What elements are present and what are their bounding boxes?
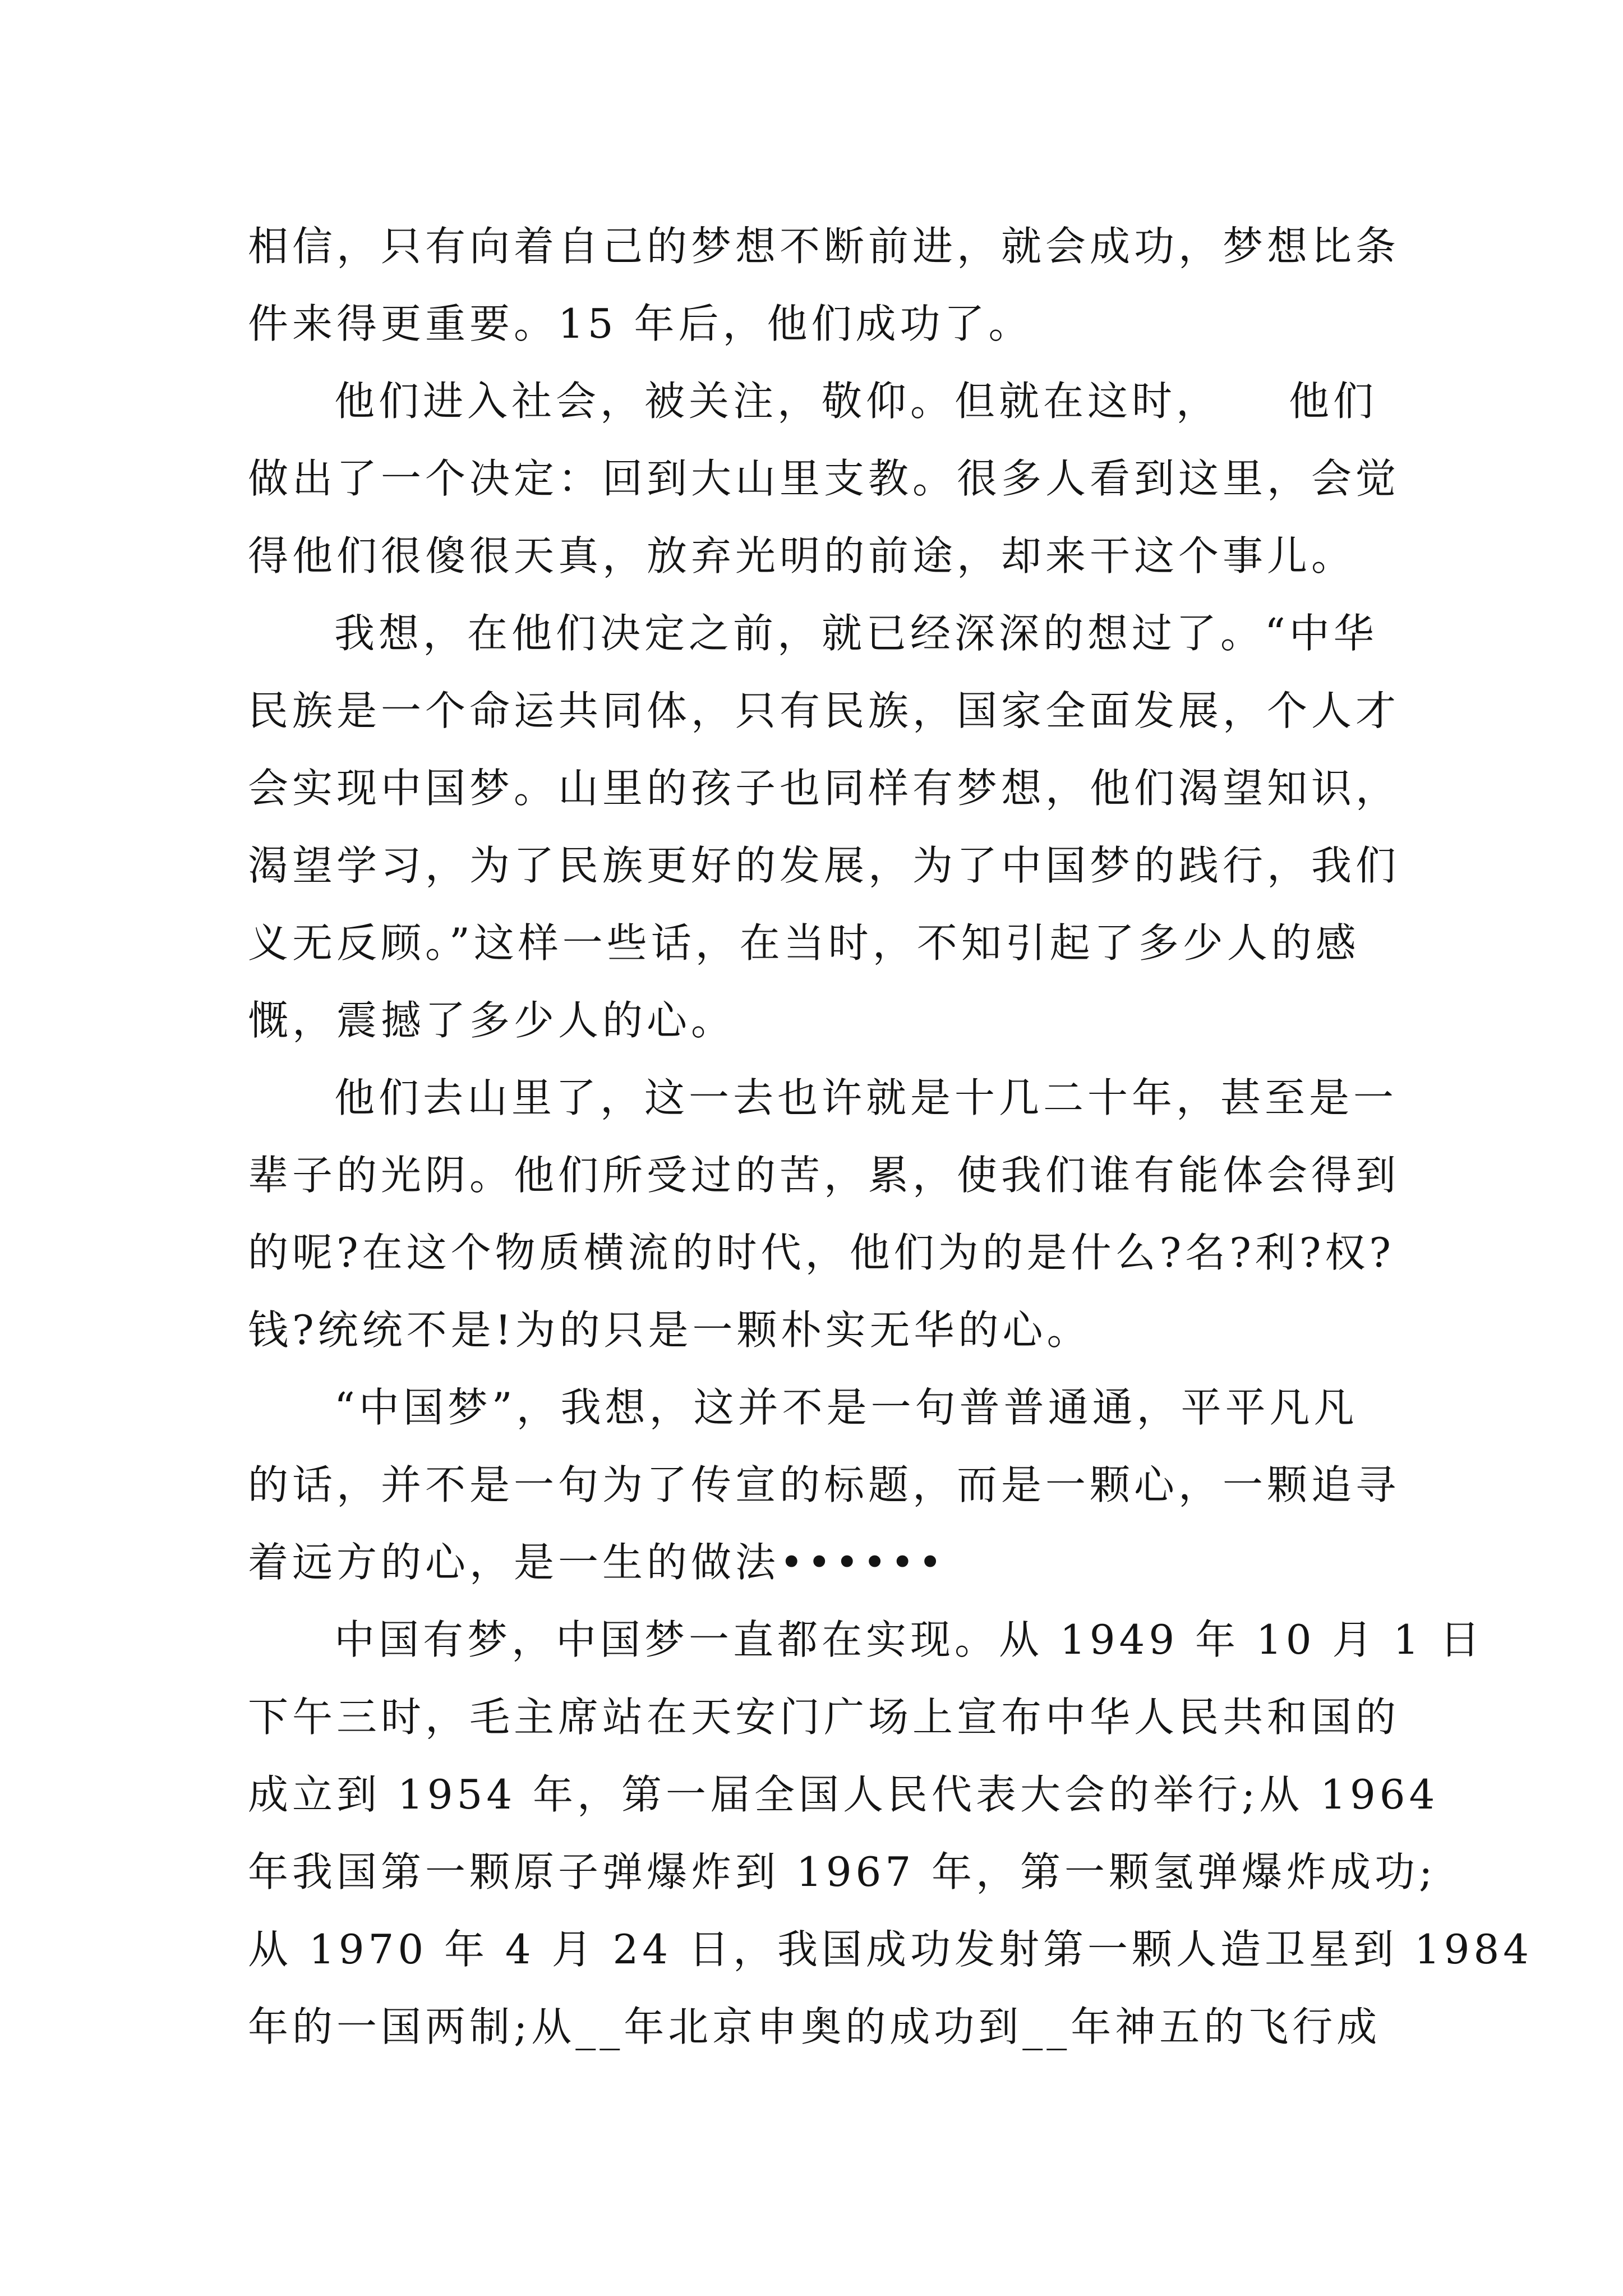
text-line: 着远方的心，是一生的做法••••••	[248, 1539, 946, 1586]
text-line: 做出了一个决定：回到大山里支教。很多人看到这里，会觉	[248, 455, 1400, 502]
text-line: 年的一国两制;从__年北京申奥的成功到__年神五的飞行成	[248, 2003, 1381, 2050]
text-line: 渴望学习，为了民族更好的发展，为了中国梦的践行，我们	[248, 842, 1400, 889]
text-line: 从 1970 年 4 月 24 日，我国成功发射第一颗人造卫星到 1984	[248, 1926, 1533, 1973]
text-line: 年我国第一颗原子弹爆炸到 1967 年，第一颗氢弹爆炸成功;	[248, 1848, 1437, 1895]
text-line: 辈子的光阴。他们所受过的苦，累，使我们谁有能体会得到	[248, 1152, 1400, 1199]
text-line: 下午三时，毛主席站在天安门广场上宣布中华人民共和国的	[248, 1694, 1400, 1741]
text-line: 相信，只有向着自己的梦想不断前进，就会成功，梦想比条	[248, 223, 1400, 270]
text-line: 件来得更重要。15 年后，他们成功了。	[248, 300, 1033, 347]
text-line: 他们进入社会，被关注，敬仰。但就在这时， 他们	[334, 378, 1378, 425]
text-line: “中国梦”，我想，这并不是一句普普通通，平平凡凡	[334, 1384, 1358, 1431]
text-line: 民族是一个命运共同体，只有民族，国家全面发展，个人才	[248, 687, 1400, 734]
text-line: 成立到 1954 年，第一届全国人民代表大会的举行;从 1964	[248, 1771, 1439, 1818]
text-line: 的话，并不是一句为了传宣的标题，而是一颗心，一颗追寻	[248, 1461, 1400, 1508]
text-line: 他们去山里了，这一去也许就是十几二十年，甚至是一	[334, 1074, 1398, 1121]
body-text	[248, 208, 1533, 2065]
text-line: 我想，在他们决定之前，就已经深深的想过了。“中华	[334, 610, 1378, 657]
text-line: 会实现中国梦。山里的孩子也同样有梦想，他们渴望知识，	[248, 765, 1400, 812]
text-line: 钱?统统不是!为的只是一颗朴实无华的心。	[248, 1306, 1091, 1354]
text-line: 得他们很傻很天真，放弃光明的前途，却来干这个事儿。	[248, 532, 1356, 579]
text-line: 慨，震撼了多少人的心。	[248, 997, 736, 1044]
text-line: 中国有梦，中国梦一直都在实现。从 1949 年 10 月 1 日	[334, 1616, 1484, 1663]
text-line: 义无反顾。”这样一些话，在当时，不知引起了多少人的感	[248, 919, 1360, 967]
text-line: 的呢?在这个物质横流的时代，他们为的是什么?名?利?权?	[248, 1229, 1395, 1276]
